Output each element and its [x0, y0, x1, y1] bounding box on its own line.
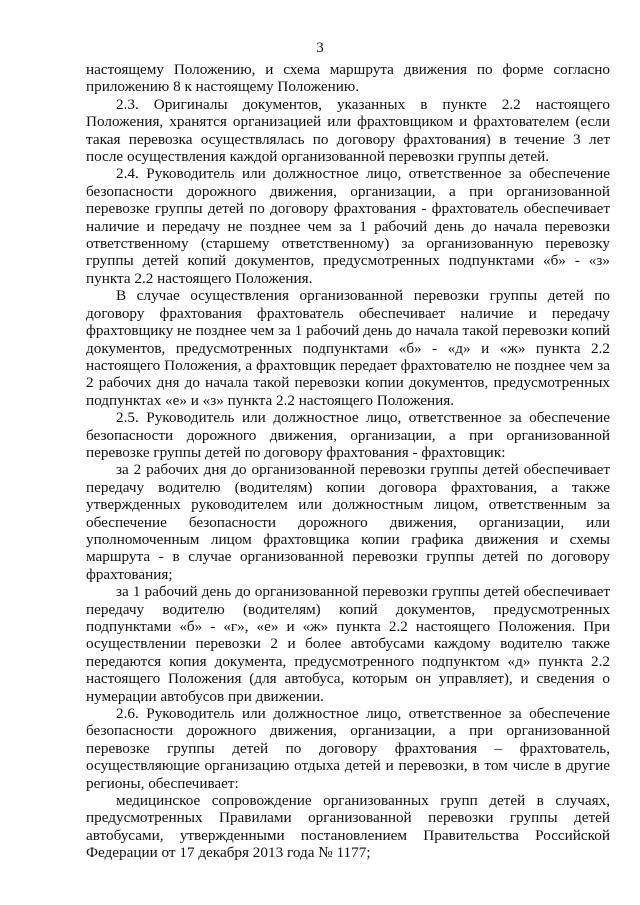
- paragraph-medical: медицинское сопровождение организованных групп детей в случаях, предусмотренных Правилами организованной перевозки группы детей автобусами, утвержденными постановлением Правительства Российской Федерации от 17 декабря 2013 года № 1177;: [86, 792, 610, 862]
- paragraph-2-3: 2.3. Оригиналы документов, указанных в пункте 2.2 настоящего Положения, хранятся организацией или фрахтовщиком и фрахтователем (если такая перевозка осуществлялась по договору фрахтования) в течение 3 лет после осуществления каждой организованной перевозки группы детей.: [86, 95, 610, 166]
- paragraph-2-4: 2.4. Руководитель или должностное лицо, ответственное за обеспечение безопасности дорожного движения, организации, а при организованной перевозке группы детей по договору фрахтования - фрахтователь обеспечивает наличие и передачу не позднее чем за 1 рабочий день до начала перевозки ответственному (старшему ответственному) за организованную перевозку группы детей копий документов, предусмотренных подпунктами «б» - «з» пункта 2.2 настоящего Положения.: [86, 165, 610, 287]
- paragraph-2-6: 2.6. Руководитель или должностное лицо, ответственное за обеспечение безопасности дорожного движения, организации, а при организованной перевозке группы детей по договору фрахтования – фрахтователь, осуществляющие организацию отдыха детей и перевозки, в том числе в другие регионы, обеспечивает:: [86, 705, 610, 792]
- page-number: 3: [316, 40, 324, 56]
- paragraph-charter-case: В случае осуществления организованной перевозки группы детей по договору фрахтования фрахтователь обеспечивает наличие и передачу фрахтовщику не позднее чем за 1 рабочий день до начала такой перевозки копий документов, предусмотренных подпунктами «б» - «д» и «ж» пункта 2.2 настоящего Положения, а фрахтовщик передает фрахтователю не позднее чем за 2 рабочих дня до начала такой перевозки копии документов, предусмотренных подпунктах «е» и «з» пункта 2.2 настоящего Положения.: [86, 287, 610, 409]
- document-body: [86, 61, 610, 862]
- paragraph-2-days: за 2 рабочих дня до организованной перевозки группы детей обеспечивает передачу водителю (водителям) копии договора фрахтования, а также утвержденных руководителем или должностным лицом, ответственным за обеспечение безопасности дорожного движения, организации, или уполномоченным лицом фрахтовщика копии графика движения и схемы маршрута - в случае организованной перевозки группы детей по договору фрахтования;: [86, 461, 610, 583]
- paragraph-2-5: 2.5. Руководитель или должностное лицо, ответственное за обеспечение безопасности дорожного движения, организации, а при организованной перевозке группы детей по договору фрахтования - фрахтовщик:: [86, 409, 610, 461]
- paragraph-1-day: за 1 рабочий день до организованной перевозки группы детей обеспечивает передачу водителю (водителям) копий документов, предусмотренных подпунктами «б» - «г», «е» и «ж» пункта 2.2 настоящего Положения. При осуществлении перевозки 2 и более автобусами каждому водителю также передаются копия документа, предусмотренного подпунктом «д» пункта 2.2 настоящего Положения (для автобуса, которым он управляет), и сведения о нумерации автобусов при движении.: [86, 583, 610, 705]
- paragraph-continuation: настоящему Положению, и схема маршрута движения по форме согласно приложению 8 к настоящему Положению.: [86, 61, 610, 96]
